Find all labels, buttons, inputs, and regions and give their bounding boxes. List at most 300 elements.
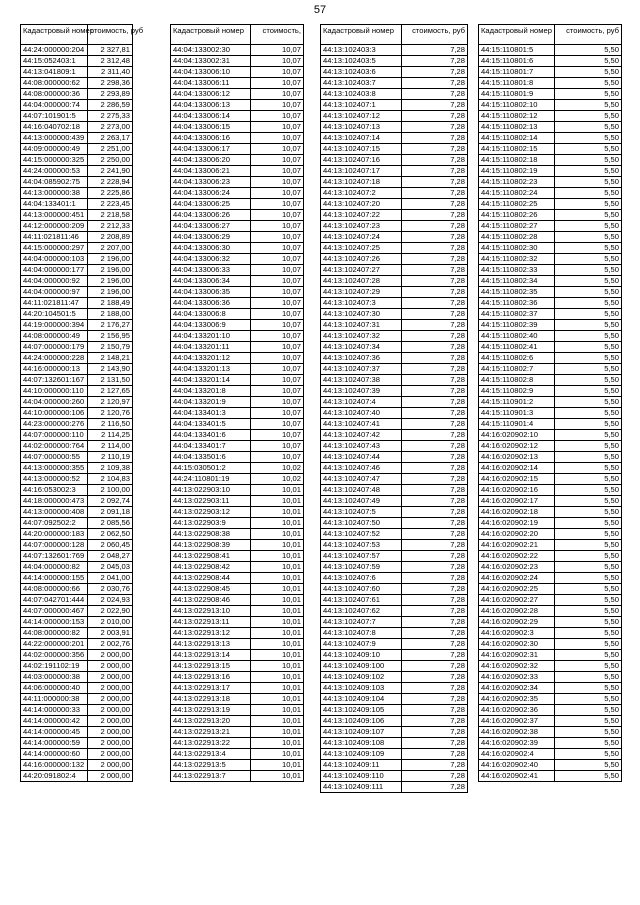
cadastral-number-cell: 44:13:022913:15: [171, 661, 251, 672]
table-row: [479, 694, 622, 705]
cost-cell: 7,28: [401, 254, 467, 265]
cost-cell: 5,50: [554, 122, 621, 133]
cadastral-table-1: [20, 24, 144, 782]
cadastral-number-cell: 44:07:132601:167: [21, 375, 88, 386]
cost-cell: 2 114,25: [88, 430, 133, 441]
table-row: [171, 474, 304, 485]
table-row: [21, 67, 133, 78]
cadastral-number-cell: 44:13:102407:4: [321, 397, 402, 408]
cadastral-number-cell: 44:04:133006:12: [171, 89, 251, 100]
table-row: [479, 353, 622, 364]
table-row: [321, 155, 468, 166]
table-row: [479, 78, 622, 89]
table-header: [479, 25, 622, 45]
cadastral-number-cell: 44:13:102407:60: [321, 584, 402, 595]
table-row: [321, 474, 468, 485]
cadastral-number-cell: 44:13:022903:10: [171, 485, 251, 496]
cost-cell: 7,28: [401, 760, 467, 771]
cadastral-number-cell: 44:07:000000:128: [21, 540, 88, 551]
cost-cell: 7,28: [401, 408, 467, 419]
table-row: [21, 122, 133, 133]
cost-cell: 2 024,93: [88, 595, 133, 606]
cost-cell: 10,01: [250, 562, 303, 573]
cadastral-number-cell: 44:13:022908:41: [171, 551, 251, 562]
cost-cell: 7,28: [401, 727, 467, 738]
table-row: [321, 45, 468, 56]
cost-cell: 2 241,90: [88, 166, 133, 177]
table-row: [21, 760, 133, 771]
cadastral-number-cell: 44:13:102407:25: [321, 243, 402, 254]
cadastral-number-cell: 44:13:000000:439: [21, 133, 88, 144]
cadastral-number-cell: 44:13:041809:1: [21, 67, 88, 78]
cadastral-number-cell: 44:23:000000:276: [21, 419, 88, 430]
cadastral-number-cell: 44:13:102403:3: [321, 45, 402, 56]
cadastral-number-cell: 44:15:110901:4: [479, 419, 555, 430]
cadastral-number-cell: 44:15:110802:26: [479, 210, 555, 221]
cost-cell: 2 208,89: [88, 232, 133, 243]
cost-cell: 5,50: [554, 133, 621, 144]
cadastral-number-cell: 44:13:102407:34: [321, 342, 402, 353]
table-row: [21, 617, 133, 628]
cadastral-number-cell: 44:04:133002:31: [171, 56, 251, 67]
cadastral-number-cell: 44:15:110802:15: [479, 144, 555, 155]
cadastral-number-cell: 44:13:102407:9: [321, 639, 402, 650]
cost-cell: 5,50: [554, 672, 621, 683]
cost-cell: 5,50: [554, 452, 621, 463]
cost-cell: 7,28: [401, 771, 467, 782]
table-row: [479, 287, 622, 298]
cadastral-number-cell: 44:16:020902:28: [479, 606, 555, 617]
cadastral-number-cell: 44:08:000000:66: [21, 584, 88, 595]
table-row: [321, 562, 468, 573]
table-row: [171, 375, 304, 386]
table-row: [321, 771, 468, 782]
table-row: [21, 683, 133, 694]
cost-cell: 10,07: [250, 56, 303, 67]
table-row: [321, 529, 468, 540]
cost-cell: 10,01: [250, 628, 303, 639]
table-row: [479, 474, 622, 485]
table-row: [479, 45, 622, 56]
cadastral-number-cell: 44:13:000000:38: [21, 188, 88, 199]
table-row: [21, 419, 133, 430]
cadastral-number-cell: 44:15:030501:2: [171, 463, 251, 474]
cost-cell: 7,28: [401, 749, 467, 760]
cadastral-number-cell: 44:13:102403:7: [321, 78, 402, 89]
table-row: [321, 254, 468, 265]
cadastral-number-cell: 44:04:133006:15: [171, 122, 251, 133]
cadastral-number-cell: 44:15:000000:297: [21, 243, 88, 254]
cadastral-number-cell: 44:16:053002:3: [21, 485, 88, 496]
table-row: [479, 122, 622, 133]
table-row: [321, 507, 468, 518]
table-row: [321, 419, 468, 430]
cost-cell: 5,50: [554, 441, 621, 452]
table-row: [321, 617, 468, 628]
cost-cell: 2 048,27: [88, 551, 133, 562]
cadastral-number-cell: 44:10:000000:106: [21, 408, 88, 419]
cadastral-number-cell: 44:16:020902:20: [479, 529, 555, 540]
cost-cell: 2 286,59: [88, 100, 133, 111]
cadastral-number-cell: 44:04:133006:10: [171, 67, 251, 78]
table-row: [171, 133, 304, 144]
table-row: [321, 738, 468, 749]
table-row: [479, 210, 622, 221]
cadastral-number-cell: 44:13:102407:47: [321, 474, 402, 485]
cadastral-number-cell: 44:13:102407:41: [321, 419, 402, 430]
table-row: [479, 408, 622, 419]
table-row: [21, 232, 133, 243]
cost-cell: 7,28: [401, 672, 467, 683]
cadastral-number-cell: 44:16:020902:17: [479, 496, 555, 507]
table-row: [479, 298, 622, 309]
table-row: [171, 232, 304, 243]
cost-cell: 7,28: [401, 199, 467, 210]
table-row: [479, 309, 622, 320]
table-row: [171, 738, 304, 749]
table-row: [21, 507, 133, 518]
table-row: [479, 606, 622, 617]
header-cadastral-number: Кадастровый номер: [479, 25, 555, 45]
cadastral-number-cell: 44:07:132601:769: [21, 551, 88, 562]
table-row: [171, 122, 304, 133]
cadastral-number-cell: 44:16:020902:39: [479, 738, 555, 749]
cost-cell: 2 150,79: [88, 342, 133, 353]
cadastral-number-cell: 44:07:000000:55: [21, 452, 88, 463]
table-row: [171, 595, 304, 606]
table-row: [21, 100, 133, 111]
cadastral-number-cell: 44:04:133006:17: [171, 144, 251, 155]
cadastral-number-cell: 44:04:133201:14: [171, 375, 251, 386]
cost-cell: 2 223,45: [88, 199, 133, 210]
cost-cell: 5,50: [554, 386, 621, 397]
cost-cell: 7,28: [401, 111, 467, 122]
table-row: [321, 749, 468, 760]
table-row: [21, 408, 133, 419]
cost-cell: 5,50: [554, 298, 621, 309]
cadastral-number-cell: 44:16:020902:30: [479, 639, 555, 650]
cost-cell: 2 196,00: [88, 287, 133, 298]
table-row: [21, 551, 133, 562]
table-row: [171, 45, 304, 56]
cost-cell: 5,50: [554, 518, 621, 529]
table-row: [171, 364, 304, 375]
cadastral-number-cell: 44:16:020902:16: [479, 485, 555, 496]
table-row: [321, 78, 468, 89]
cost-cell: 2 002,76: [88, 639, 133, 650]
table-row: [21, 661, 133, 672]
cost-cell: 10,07: [250, 386, 303, 397]
cadastral-number-cell: 44:13:022913:16: [171, 672, 251, 683]
table-row: [479, 166, 622, 177]
table-row: [479, 463, 622, 474]
cost-cell: 2 109,38: [88, 463, 133, 474]
cadastral-number-cell: 44:15:110901:3: [479, 408, 555, 419]
cadastral-number-cell: 44:04:133006:21: [171, 166, 251, 177]
table-row: [321, 463, 468, 474]
cost-cell: 2 212,33: [88, 221, 133, 232]
table-row: [479, 331, 622, 342]
cost-cell: 10,07: [250, 122, 303, 133]
cadastral-number-cell: 44:13:102409:104: [321, 694, 402, 705]
cadastral-number-cell: 44:13:102407:5: [321, 507, 402, 518]
cadastral-number-cell: 44:13:102409:100: [321, 661, 402, 672]
cadastral-number-cell: 44:13:102407:27: [321, 265, 402, 276]
table-row: [171, 89, 304, 100]
cadastral-number-cell: 44:04:133006:20: [171, 155, 251, 166]
cost-cell: 7,28: [401, 540, 467, 551]
table-row: [21, 221, 133, 232]
cost-cell: 5,50: [554, 639, 621, 650]
table-row: [321, 716, 468, 727]
cost-cell: 10,07: [250, 342, 303, 353]
table-row: [479, 199, 622, 210]
cost-cell: 7,28: [401, 463, 467, 474]
cost-cell: 10,07: [250, 177, 303, 188]
table-row: [21, 496, 133, 507]
cost-cell: 7,28: [401, 298, 467, 309]
cost-cell: 10,01: [250, 518, 303, 529]
table-row: [171, 210, 304, 221]
table-row: [171, 67, 304, 78]
cost-cell: 2 022,90: [88, 606, 133, 617]
cost-cell: 2 156,95: [88, 331, 133, 342]
cost-cell: 7,28: [401, 188, 467, 199]
cost-cell: 10,07: [250, 144, 303, 155]
cadastral-number-cell: 44:13:102409:103: [321, 683, 402, 694]
table-row: [171, 100, 304, 111]
cost-cell: 7,28: [401, 78, 467, 89]
cost-cell: 2 196,00: [88, 254, 133, 265]
table-row: [479, 573, 622, 584]
table-row: [321, 606, 468, 617]
cadastral-number-cell: 44:08:000000:49: [21, 331, 88, 342]
table-row: [321, 188, 468, 199]
header-cost: стоимость, руб: [554, 25, 621, 45]
cadastral-number-cell: 44:16:020902:13: [479, 452, 555, 463]
cost-cell: 7,28: [401, 133, 467, 144]
cadastral-number-cell: 44:16:020902:24: [479, 573, 555, 584]
cost-cell: 10,01: [250, 672, 303, 683]
cost-cell: 7,28: [401, 683, 467, 694]
table-row: [321, 397, 468, 408]
cost-cell: 2 060,45: [88, 540, 133, 551]
header-cadastral-number: Кадастровый номер: [321, 25, 402, 45]
table-row: [171, 485, 304, 496]
table-row: [479, 342, 622, 353]
cost-cell: 10,07: [250, 133, 303, 144]
table-row: [171, 342, 304, 353]
cadastral-number-cell: 44:13:102407:59: [321, 562, 402, 573]
table-row: [171, 562, 304, 573]
cadastral-number-cell: 44:04:133201:12: [171, 353, 251, 364]
cost-cell: 7,28: [401, 122, 467, 133]
cost-cell: 7,28: [401, 309, 467, 320]
cadastral-number-cell: 44:07:000000:179: [21, 342, 88, 353]
cost-cell: 2 127,65: [88, 386, 133, 397]
cost-cell: 5,50: [554, 320, 621, 331]
table-row: [321, 584, 468, 595]
header-cadastral-number: Кадастровый номер: [171, 25, 251, 45]
cadastral-number-cell: 44:15:110901:2: [479, 397, 555, 408]
cadastral-number-cell: 44:13:000000:52: [21, 474, 88, 485]
table-row: [321, 595, 468, 606]
table-row: [321, 122, 468, 133]
cadastral-number-cell: 44:13:102409:106: [321, 716, 402, 727]
cost-cell: 10,07: [250, 320, 303, 331]
cadastral-number-cell: 44:04:133006:30: [171, 243, 251, 254]
cost-cell: 5,50: [554, 474, 621, 485]
cost-cell: 7,28: [401, 738, 467, 749]
cadastral-number-cell: 44:15:000000:325: [21, 155, 88, 166]
cost-cell: 5,50: [554, 551, 621, 562]
cadastral-number-cell: 44:16:020902:25: [479, 584, 555, 595]
cadastral-number-cell: 44:13:102407:17: [321, 166, 402, 177]
cadastral-number-cell: 44:13:022908:45: [171, 584, 251, 595]
table-row: [321, 441, 468, 452]
cadastral-number-cell: 44:15:110802:40: [479, 331, 555, 342]
table-row: [321, 144, 468, 155]
table-row: [171, 276, 304, 287]
cost-cell: 7,28: [401, 353, 467, 364]
cost-cell: 7,28: [401, 452, 467, 463]
cadastral-number-cell: 44:13:102407:37: [321, 364, 402, 375]
cadastral-number-cell: 44:13:102407:16: [321, 155, 402, 166]
cost-cell: 10,07: [250, 155, 303, 166]
table-row: [171, 507, 304, 518]
cost-cell: 10,07: [250, 210, 303, 221]
cadastral-number-cell: 44:04:133006:29: [171, 232, 251, 243]
cost-cell: 2 000,00: [88, 694, 133, 705]
cadastral-number-cell: 44:16:020902:38: [479, 727, 555, 738]
cost-cell: 5,50: [554, 111, 621, 122]
cost-cell: 7,28: [401, 595, 467, 606]
cadastral-number-cell: 44:13:022913:11: [171, 617, 251, 628]
cadastral-number-cell: 44:13:102407:36: [321, 353, 402, 364]
table-row: [479, 749, 622, 760]
cost-cell: 7,28: [401, 287, 467, 298]
cadastral-number-cell: 44:04:133006:33: [171, 265, 251, 276]
table-row: [321, 298, 468, 309]
cadastral-number-cell: 44:16:020902:19: [479, 518, 555, 529]
cadastral-number-cell: 44:07:000000:110: [21, 430, 88, 441]
cost-cell: 2 062,50: [88, 529, 133, 540]
cadastral-number-cell: 44:16:020902:35: [479, 694, 555, 705]
cost-cell: 5,50: [554, 419, 621, 430]
cost-cell: 7,28: [401, 430, 467, 441]
cost-cell: 2 196,00: [88, 276, 133, 287]
cadastral-number-cell: 44:16:020902:29: [479, 617, 555, 628]
table-row: [171, 56, 304, 67]
table-row: [21, 595, 133, 606]
cost-cell: 5,50: [554, 210, 621, 221]
cadastral-number-cell: 44:24:000000:204: [21, 45, 88, 56]
table-row: [21, 749, 133, 760]
cost-cell: 7,28: [401, 100, 467, 111]
table-row: [21, 144, 133, 155]
cost-cell: 10,07: [250, 45, 303, 56]
cost-cell: 10,07: [250, 408, 303, 419]
table-row: [171, 694, 304, 705]
cadastral-number-cell: 44:16:020902:3: [479, 628, 555, 639]
cadastral-number-cell: 44:15:110801:5: [479, 45, 555, 56]
cost-cell: 2 000,00: [88, 650, 133, 661]
cadastral-number-cell: 44:13:102407:1: [321, 100, 402, 111]
cadastral-number-cell: 44:13:102407:23: [321, 221, 402, 232]
cost-cell: 10,07: [250, 111, 303, 122]
cadastral-number-cell: 44:13:102407:46: [321, 463, 402, 474]
cost-cell: 5,50: [554, 155, 621, 166]
cadastral-number-cell: 44:24:110801:19: [171, 474, 251, 485]
table-row: [171, 518, 304, 529]
table-row: [479, 562, 622, 573]
cost-cell: 5,50: [554, 221, 621, 232]
cost-cell: 10,01: [250, 650, 303, 661]
cadastral-number-cell: 44:04:133006:23: [171, 177, 251, 188]
cost-cell: 5,50: [554, 606, 621, 617]
cadastral-number-cell: 44:04:133006:34: [171, 276, 251, 287]
cost-cell: 10,01: [250, 727, 303, 738]
cadastral-number-cell: 44:19:000000:394: [21, 320, 88, 331]
cadastral-number-cell: 44:13:102409:108: [321, 738, 402, 749]
cadastral-number-cell: 44:15:110802:34: [479, 276, 555, 287]
table-row: [321, 309, 468, 320]
table-row: [171, 430, 304, 441]
table-row: [171, 716, 304, 727]
cost-cell: 2 196,00: [88, 265, 133, 276]
header-cost: стоимость, руб: [401, 25, 467, 45]
cost-cell: 2 120,97: [88, 397, 133, 408]
table-row: [479, 595, 622, 606]
table-row: [171, 628, 304, 639]
table-row: [171, 166, 304, 177]
table-row: [21, 331, 133, 342]
cost-cell: 7,28: [401, 705, 467, 716]
table-row: [171, 760, 304, 771]
cost-cell: 10,01: [250, 540, 303, 551]
cadastral-number-cell: 44:22:000000:201: [21, 639, 88, 650]
table-row: [479, 650, 622, 661]
cadastral-number-cell: 44:11:021811:47: [21, 298, 88, 309]
table-row: [479, 639, 622, 650]
cost-cell: 5,50: [554, 760, 621, 771]
cost-cell: 5,50: [554, 496, 621, 507]
header-cadastral-number: Кадастровый номер: [21, 25, 88, 45]
table-row: [21, 485, 133, 496]
cadastral-number-cell: 44:13:102409:109: [321, 749, 402, 760]
cost-cell: 7,28: [401, 694, 467, 705]
table-row: [479, 243, 622, 254]
table-row: [171, 639, 304, 650]
cost-cell: 7,28: [401, 507, 467, 518]
cost-cell: 5,50: [554, 430, 621, 441]
cadastral-number-cell: 44:15:110802:23: [479, 177, 555, 188]
cadastral-number-cell: 44:15:110802:12: [479, 111, 555, 122]
cadastral-number-cell: 44:15:110802:24: [479, 188, 555, 199]
cadastral-number-cell: 44:04:133006:14: [171, 111, 251, 122]
cadastral-number-cell: 44:04:133006:9: [171, 320, 251, 331]
cost-cell: 7,28: [401, 496, 467, 507]
cadastral-number-cell: 44:03:000000:38: [21, 672, 88, 683]
cadastral-number-cell: 44:16:020902:34: [479, 683, 555, 694]
cadastral-number-cell: 44:13:102407:32: [321, 331, 402, 342]
cost-cell: 2 110,19: [88, 452, 133, 463]
cadastral-number-cell: 44:04:085902:75: [21, 177, 88, 188]
table-row: [321, 650, 468, 661]
table-row: [171, 199, 304, 210]
cadastral-number-cell: 44:13:102407:20: [321, 199, 402, 210]
table-row: [21, 584, 133, 595]
